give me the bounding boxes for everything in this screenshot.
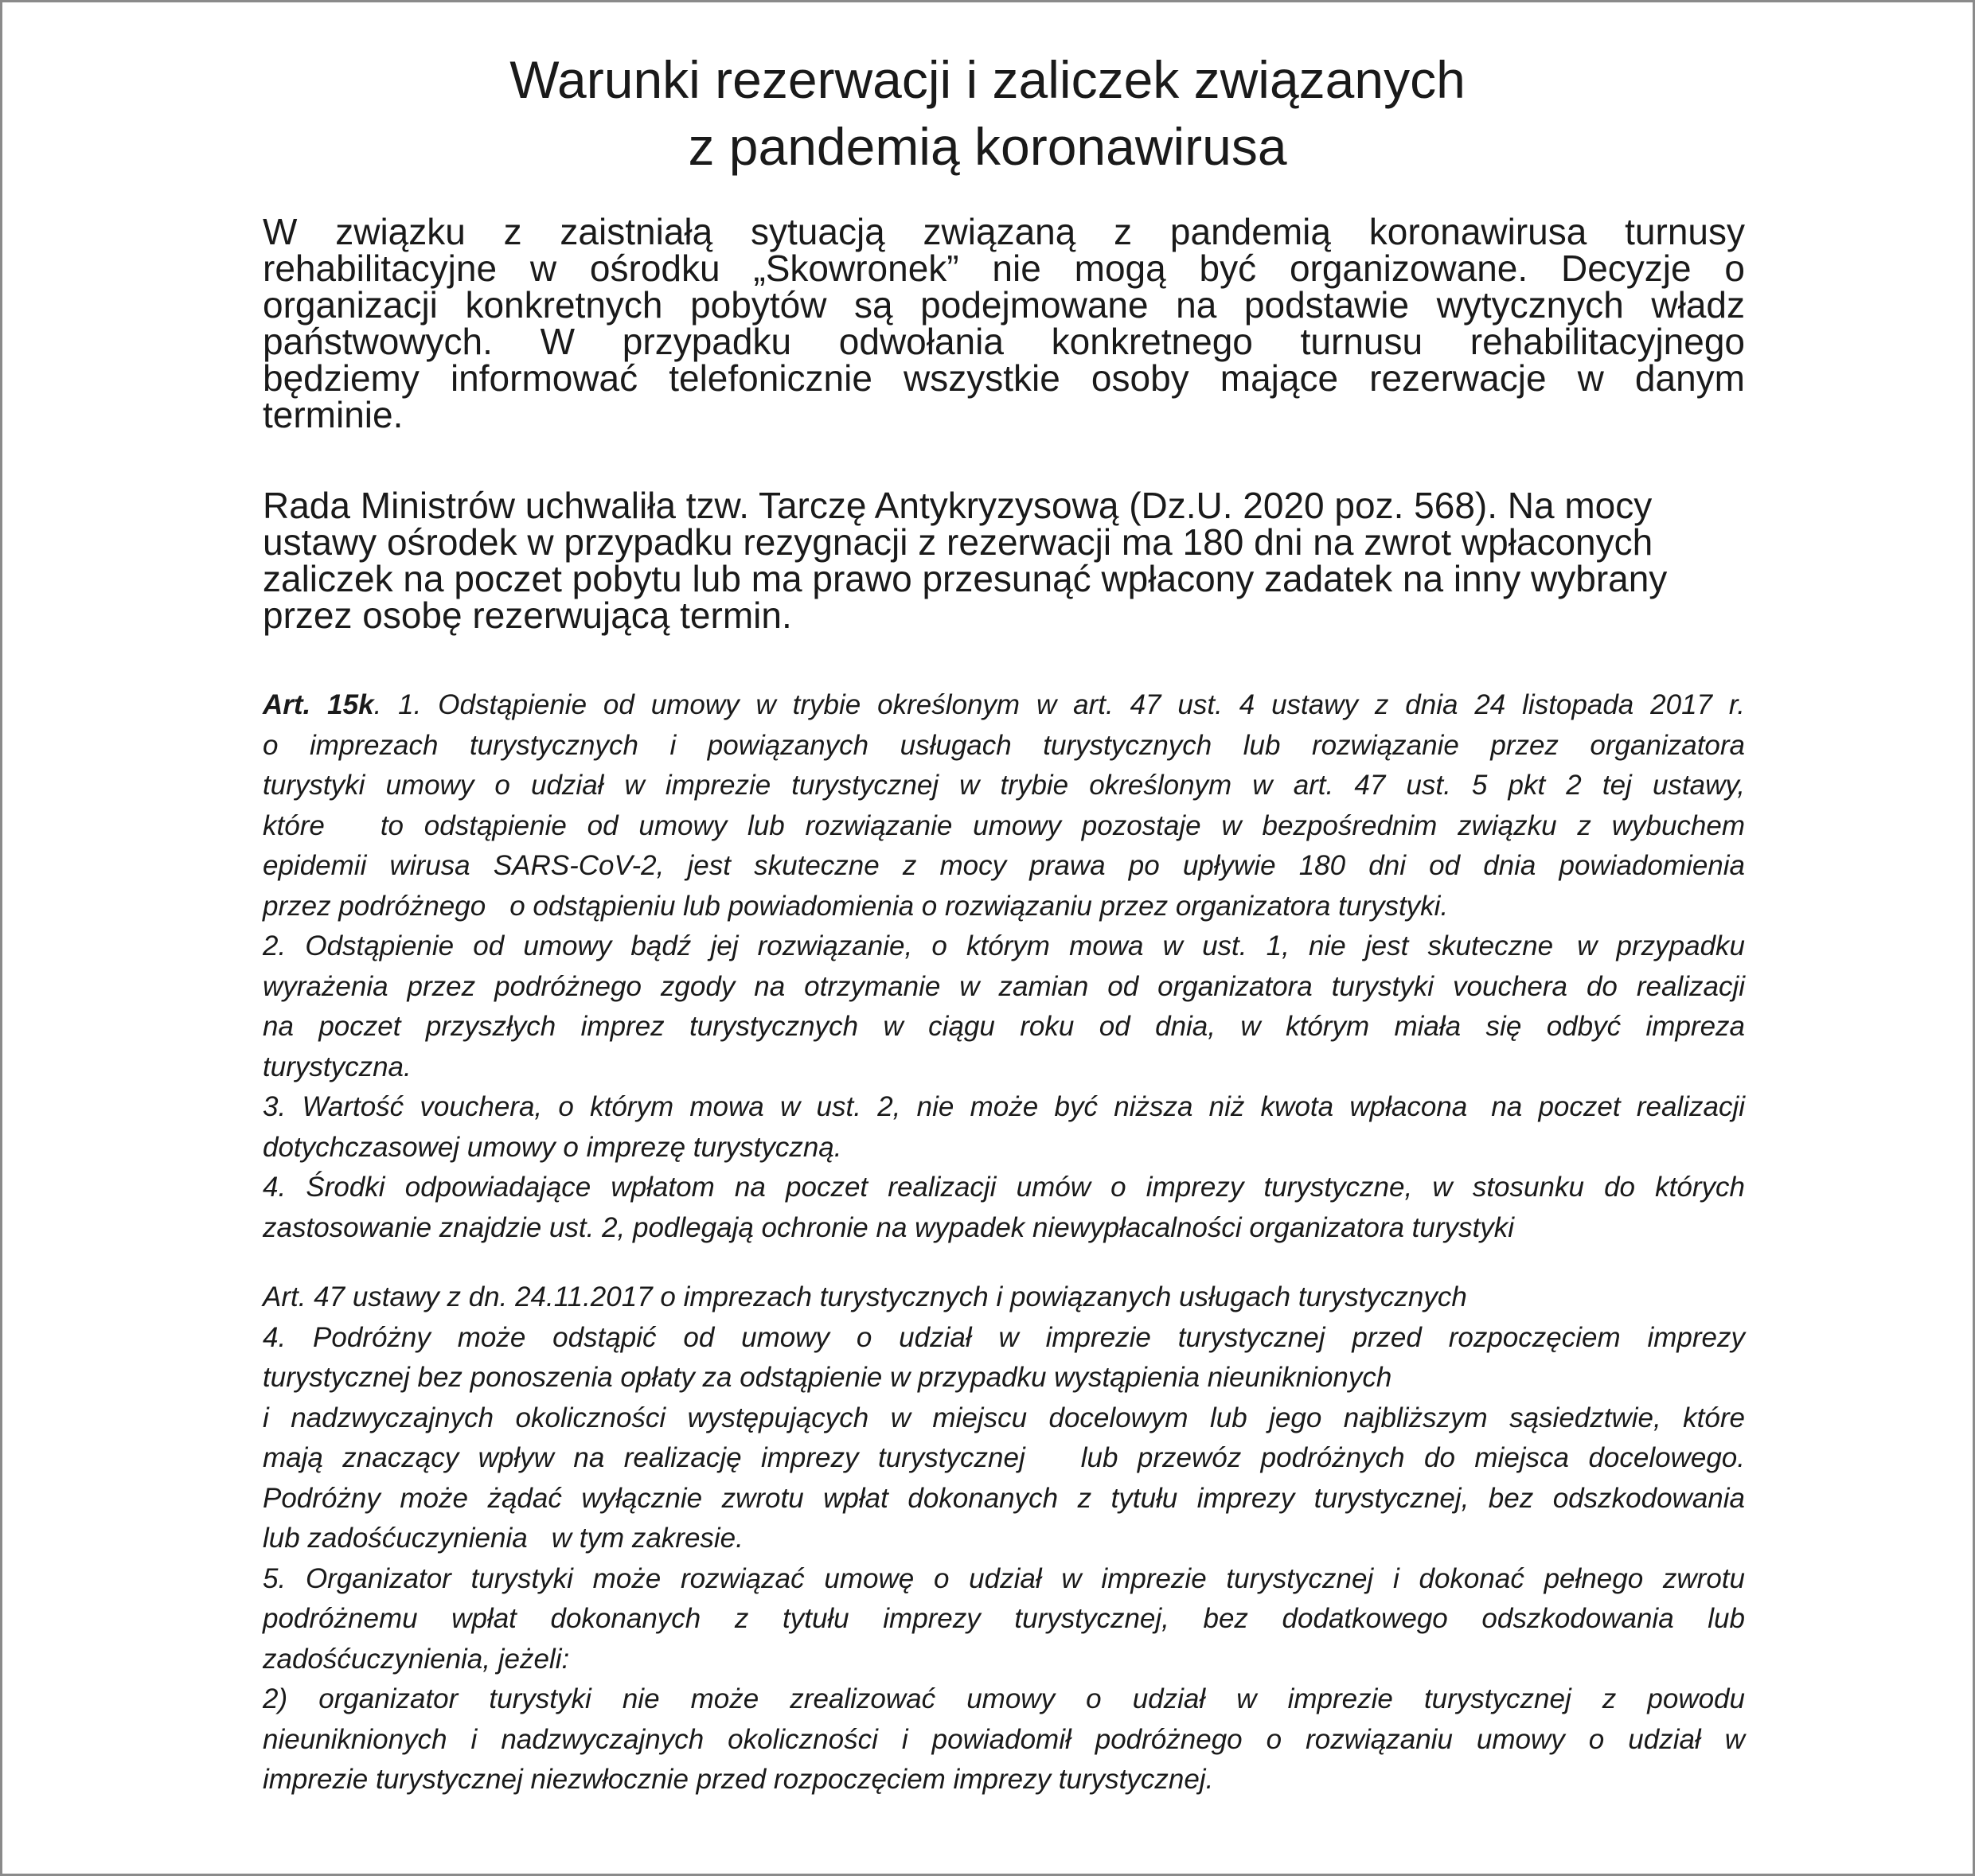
legal-line: dotychczasowej umowy o imprezę turystyczną. bbox=[263, 1131, 842, 1163]
legal-line: turystycznej bez ponoszenia opłaty za odstąpienie w przypadku wystąpienia nieuniknionych bbox=[263, 1362, 1392, 1393]
shield-act-paragraph bbox=[263, 487, 1745, 634]
legal-line: nieuniknionych i nadzwyczajnych okoliczności i powiadomił podróżnego o rozwiązaniu umowy o udział w bbox=[263, 1723, 1745, 1755]
legal-line bbox=[263, 1519, 1745, 1559]
text-line: Rada Ministrów uchwaliła tzw. Tarczę Antykryzysową (Dz.U. 2020 poz. 568). Na mocy bbox=[263, 485, 1653, 526]
legal-text: w przypadku bbox=[1577, 930, 1746, 961]
text-line: będziemy informować telefonicznie wszystkie osoby mające rezerwacje w danym bbox=[263, 357, 1745, 399]
legal-text: przez podróżnego bbox=[263, 890, 486, 922]
intro-paragraph bbox=[263, 213, 1745, 433]
legal-line: imprezie turystycznej niezwłocznie przed rozpoczęciem imprezy turystycznej. bbox=[263, 1764, 1214, 1795]
legal-text: 2. Odstąpienie od umowy bądź jej rozwiązanie, o którym mowa w ust. 1, nie jest skuteczne bbox=[263, 930, 1554, 961]
title-line: Warunki rezerwacji i zaliczek związanych bbox=[509, 50, 1466, 109]
text-line: zaliczek na poczet pobytu lub ma prawo przesunąć wpłacony zadatek na inny wybrany bbox=[263, 558, 1668, 599]
legal-line: i nadzwyczajnych okoliczności występujących w miejscu docelowym lub jego najbliższym sąsiedztwie, które bbox=[263, 1402, 1745, 1433]
legal-text: . 1. Odstąpienie od umowy w trybie określonym w art. 47 ust. 4 ustawy z dnia 24 listopada 2017 r. bbox=[373, 689, 1745, 720]
legal-line: o imprezach turystycznych i powiązanych usługach turystycznych lub rozwiązanie przez organizatora bbox=[263, 729, 1745, 761]
legal-text: to odstąpienie od umowy lub rozwiązanie umowy pozostaje w bezpośrednim związku z wybuchem bbox=[380, 809, 1745, 841]
legal-text: 3. Wartość vouchera, o którym mowa w ust. 2, nie może być niższa niż kwota wpłacona bbox=[263, 1091, 1468, 1122]
legal-text: o odstąpieniu lub powiadomienia o rozwiązaniu przez organizatora turystyki. bbox=[509, 890, 1449, 922]
legal-line: 4. Środki odpowiadające wpłatom na poczet realizacji umów o imprezy turystyczne, w stosunku do których bbox=[263, 1172, 1745, 1203]
legal-line: 2) organizator turystyki nie może zrealizować umowy o udział w imprezie turystycznej z powodu bbox=[263, 1683, 1745, 1714]
legal-line: 5. Organizator turystyki może rozwiązać umowę o udział w imprezie turystycznej i dokonać pełnego zwrotu bbox=[263, 1562, 1745, 1594]
legal-line: wyrażenia przez podróżnego zgody na otrzymanie w zamian od organizatora turystyki vouchera do realizacji bbox=[263, 970, 1745, 1002]
legal-line bbox=[263, 1087, 1745, 1128]
legal-line: epidemii wirusa SARS-CoV-2, jest skuteczne z mocy prawa po upływie 180 dni od dnia powiadomienia bbox=[263, 850, 1745, 881]
legal-text: lub zadośćuczynienia bbox=[263, 1523, 528, 1554]
legal-line: na poczet przyszłych imprez turystycznych w ciągu roku od dnia, w którym miała się odbyć impreza bbox=[263, 1011, 1745, 1042]
text-line: rehabilitacyjne w ośrodku „Skowronek” nie mogą być organizowane. Decyzje o bbox=[263, 248, 1745, 289]
legal-line: Podróżny może żądać wyłącznie zwrotu wpłat dokonanych z tytułu imprezy turystycznej, bez odszkodowania bbox=[263, 1482, 1745, 1514]
text-line: organizacji konkretnych pobytów są podejmowane na podstawie wytycznych władz bbox=[263, 284, 1745, 326]
legal-text: które bbox=[263, 809, 325, 841]
title-line: z pandemią koronawirusa bbox=[688, 117, 1287, 176]
legal-text: mają znaczący wpływ na realizację imprezy turystycznej bbox=[263, 1442, 1025, 1473]
text-line: terminie. bbox=[263, 394, 404, 435]
legal-line bbox=[263, 887, 1745, 927]
legal-text: lub przewóz podróżnych do miejsca docelowego. bbox=[1080, 1442, 1745, 1473]
legal-line bbox=[263, 806, 1745, 847]
legal-line: podróżnemu wpłat dokonanych z tytułu imprezy turystycznej, bez dodatkowego odszkodowania lub bbox=[263, 1603, 1745, 1634]
text-line: państwowych. W przypadku odwołania konkretnego turnusu rehabilitacyjnego bbox=[263, 321, 1745, 362]
legal-text: na poczet realizacji bbox=[1491, 1091, 1745, 1122]
legal-line: turystyki umowy o udział w imprezie turystycznej w trybie określonym w art. 47 ust. 5 pkt 2 tej ustawy, bbox=[263, 770, 1745, 801]
legal-line: zadośćuczynienia, jeżeli: bbox=[263, 1643, 570, 1675]
article-label: Art. 15k bbox=[263, 689, 374, 720]
article-15k bbox=[263, 685, 1745, 1248]
legal-line bbox=[263, 685, 1745, 726]
text-line: przez osobę rezerwującą termin. bbox=[263, 595, 792, 636]
legal-text: w tym zakresie. bbox=[551, 1523, 744, 1554]
article-heading: Art. 47 ustawy z dn. 24.11.2017 o imprezach turystycznych i powiązanych usługach turystycznych bbox=[263, 1281, 1467, 1312]
article-47 bbox=[263, 1277, 1745, 1800]
text-line: W związku z zaistniałą sytuacją związaną z pandemią koronawirusa turnusy bbox=[263, 211, 1745, 252]
text-line: ustawy ośrodek w przypadku rezygnacji z rezerwacji ma 180 dni na zwrot wpłaconych bbox=[263, 521, 1653, 563]
legal-line: 4. Podróżny może odstąpić od umowy o udział w imprezie turystycznej przed rozpoczęciem imprezy bbox=[263, 1321, 1745, 1353]
document-title bbox=[0, 46, 1975, 180]
legal-line bbox=[263, 926, 1745, 967]
legal-line bbox=[263, 1438, 1745, 1479]
legal-line: turystyczna. bbox=[263, 1051, 412, 1082]
legal-line: zastosowanie znajdzie ust. 2, podlegają ochronie na wypadek niewypłacalności organizatora turystyki bbox=[263, 1211, 1515, 1243]
